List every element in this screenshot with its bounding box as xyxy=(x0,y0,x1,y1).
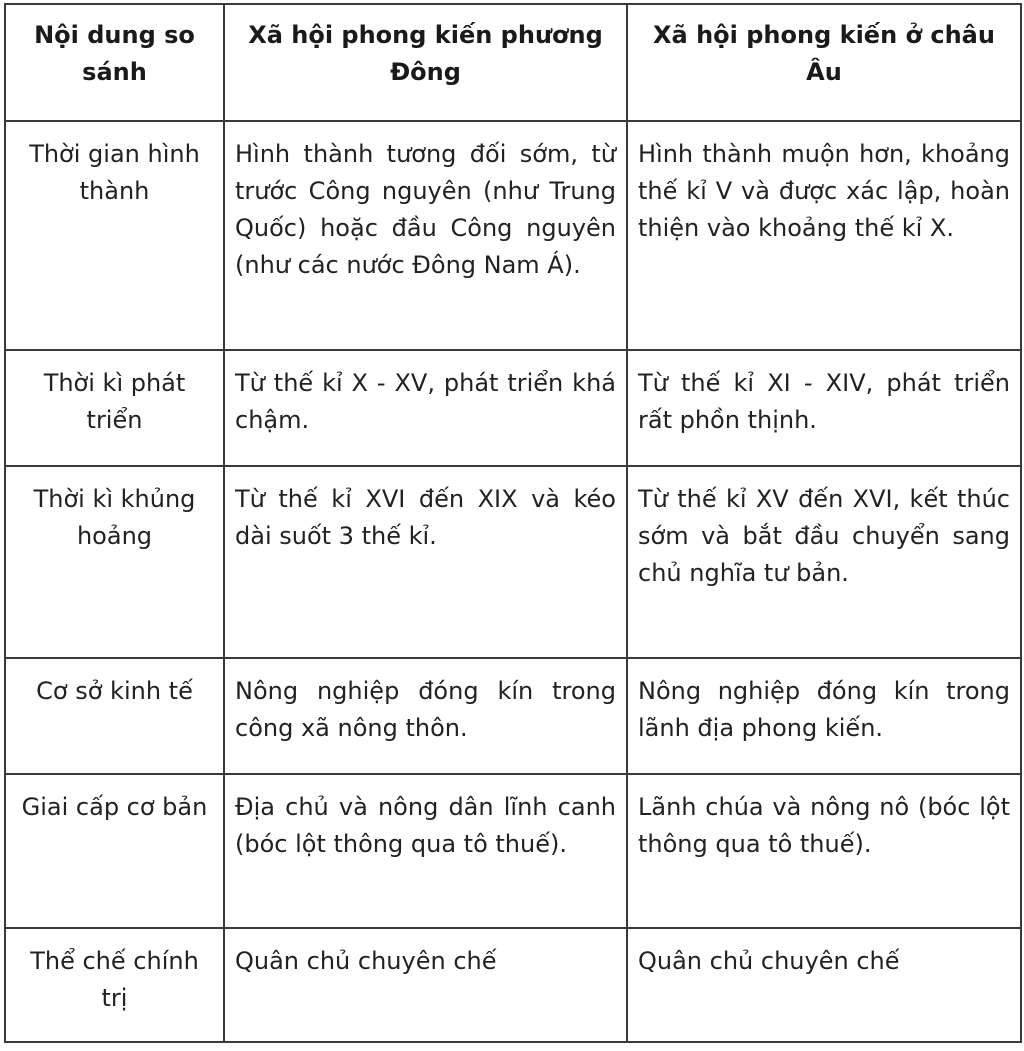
cell-east: Nông nghiệp đóng kín trong công xã nông thôn. xyxy=(224,658,627,774)
comparison-table xyxy=(4,3,1022,1043)
table-header-row xyxy=(5,4,1021,121)
table-row xyxy=(5,774,1021,928)
cell-east: Quân chủ chuyên chế xyxy=(224,928,627,1042)
table-row xyxy=(5,928,1021,1042)
table-row xyxy=(5,350,1021,466)
cell-europe: Lãnh chúa và nông nô (bóc lột thông qua tô thuế). xyxy=(627,774,1021,928)
header-comparison-content: Nội dung so sánh xyxy=(5,4,224,121)
cell-europe: Từ thế kỉ XV đến XVI, kết thúc sớm và bắt đầu chuyển sang chủ nghĩa tư bản. xyxy=(627,466,1021,658)
comparison-table-container xyxy=(4,3,1020,1043)
header-european-feudalism: Xã hội phong kiến ở châu Âu xyxy=(627,4,1021,121)
cell-europe: Quân chủ chuyên chế xyxy=(627,928,1021,1042)
row-label: Thời kì phát triển xyxy=(5,350,224,466)
cell-east: Địa chủ và nông dân lĩnh canh (bóc lột thông qua tô thuế). xyxy=(224,774,627,928)
header-eastern-feudalism: Xã hội phong kiến phương Đông xyxy=(224,4,627,121)
cell-east: Từ thế kỉ XVI đến XIX và kéo dài suốt 3 thế kỉ. xyxy=(224,466,627,658)
cell-east: Hình thành tương đối sớm, từ trước Công nguyên (như Trung Quốc) hoặc đầu Công nguyên (như các nước Đông Nam Á). xyxy=(224,121,627,350)
table-row xyxy=(5,658,1021,774)
row-label: Cơ sở kinh tế xyxy=(5,658,224,774)
row-label: Giai cấp cơ bản xyxy=(5,774,224,928)
cell-europe: Hình thành muộn hơn, khoảng thế kỉ V và được xác lập, hoàn thiện vào khoảng thế kỉ X. xyxy=(627,121,1021,350)
row-label: Thể chế chính trị xyxy=(5,928,224,1042)
table-row xyxy=(5,121,1021,350)
row-label: Thời gian hình thành xyxy=(5,121,224,350)
table-row xyxy=(5,466,1021,658)
row-label: Thời kì khủng hoảng xyxy=(5,466,224,658)
cell-europe: Nông nghiệp đóng kín trong lãnh địa phong kiến. xyxy=(627,658,1021,774)
cell-east: Từ thế kỉ X - XV, phát triển khá chậm. xyxy=(224,350,627,466)
cell-europe: Từ thế kỉ XI - XIV, phát triển rất phồn thịnh. xyxy=(627,350,1021,466)
